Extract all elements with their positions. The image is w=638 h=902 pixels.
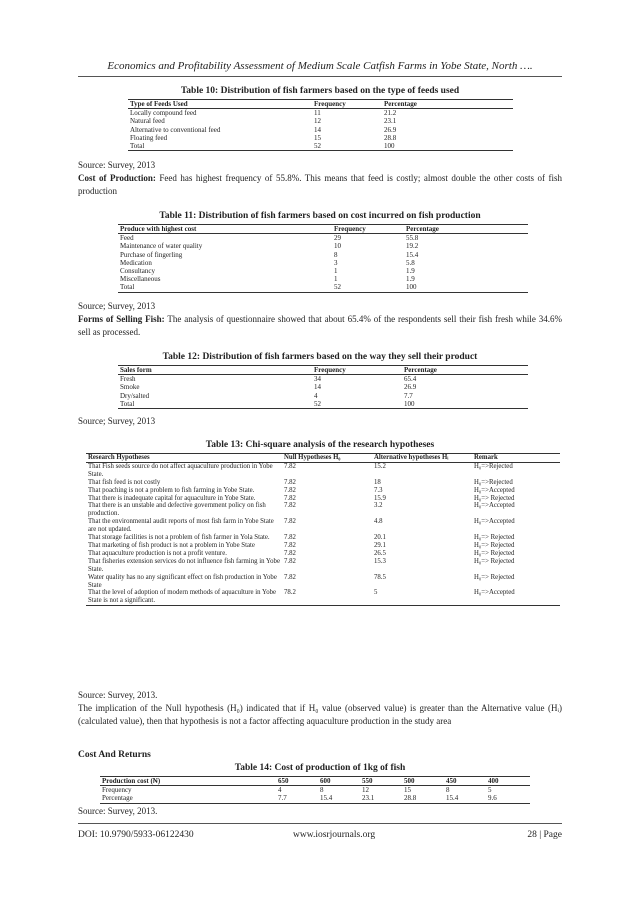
table13-header: Null Hypotheses H₀ [282,454,372,463]
running-header: Economics and Profitability Assessment of Medium Scale Catfish Farms in Yobe State, North …. [107,60,533,72]
table12-header: Percentage [402,366,528,375]
table10-caption: Table 10: Distribution of fish farmers based on the type of feeds used [180,86,460,96]
table11-header: Frequency [332,225,404,234]
table14-header: 400 [486,777,530,786]
table11-header: Percentage [404,225,528,234]
table14-header: 600 [318,777,360,786]
table-row: Purchase of fingerling 8 15.4 [120,250,419,259]
table10-source: Source: Survey, 2013 [78,160,156,170]
table-row: Locally compound feed 11 21.2 [130,109,397,118]
table-row: Total 52 100 [118,400,528,409]
table14-header: 450 [444,777,486,786]
table14-source: Source: Survey, 2013. [78,806,158,816]
table10-header: Percentage [382,100,513,109]
table-row: Dry/salted 4 7.7 [120,391,413,400]
table12-caption: Table 12: Distribution of fish farmers based on the way they sell their product [162,352,478,362]
table13-header: Alternative hypotheses Hᵢ [372,454,472,463]
table-row: Consultancy 1 1.9 [120,267,415,276]
table14-header: 650 [276,777,318,786]
table-row: That marketing of fish product is not a problem in Yobe State 7.82 29.1 H₀=> Rejected [88,541,515,549]
table-row: Percentage 7.7 15.4 23.1 28.8 15.4 9.6 [100,794,530,803]
table14-header: 500 [402,777,444,786]
table-row: Feed 29 55.8 [120,234,419,243]
table-row: That fish feed is not costly 7.82 18 H₀=>Rejected [88,478,513,486]
table-row: That the level of adoption of modern methods of aquaculture in Yobe State is not a significant. 78.2 5 H₀=>Accepted [86,589,560,605]
footer-rule [78,823,562,824]
table-row: Miscellaneous 1 1.9 [120,275,415,284]
table-row: That there is an unstable and defective government policy on fish production. 7.82 3.2 H₀=>Accepted [88,502,515,518]
table12-header: Sales form [118,366,312,375]
table-row: Floating feed 15 28.8 [130,133,397,142]
table-row: Total 52 100 [118,283,528,292]
table-row: That the environmental audit reports of most fish farm in Yobe State are not updated. 7.82 4.8 H₀=>Accepted [88,518,515,534]
table-row: That storage facilities is not a problem of fish farmer in Yola State. 7.82 20.1 H₀=> Rejected [88,534,515,542]
table-row: Medication 3 5.8 [120,258,415,267]
table12-source: Source; Survey, 2013 [78,416,156,426]
footer-page-number: 28 | Page [527,830,562,840]
table-row: That fisheries extension services do not influence fish farming in Yobe State. 7.82 15.3 H₀=> Rejected [88,557,515,573]
table14-header: 550 [360,777,402,786]
table14 [100,776,530,804]
table13 [86,453,560,606]
table11-source: Source; Survey, 2013 [78,301,156,311]
table11-header: Produce with highest cost [118,225,332,234]
table-row: Frequency 4 8 12 15 8 5 [102,786,492,795]
table13-caption: Table 13: Chi-square analysis of the research hypotheses [205,440,435,450]
forms-of-selling-paragraph: Forms of Selling Fish: The analysis of questionnaire showed that about 65.4% of the respondents sell their fish fresh while 34.6% sell as processed. [78,314,563,337]
header-rule [78,76,562,77]
table-row: Total 52 100 [128,142,513,151]
section-heading: Cost And Returns [78,750,151,760]
table11 [118,224,528,293]
footer-doi: DOI: 10.9790/5933-06122430 [78,830,194,840]
table-row: Fresh 34 65.4 [120,375,417,384]
table13-header: Remark [472,454,560,463]
table10-header: Type of Feeds Used [128,100,312,109]
table-row: Alternative to conventional feed 14 26.9 [130,125,397,134]
table10-header: Frequency [312,100,382,109]
table10 [128,99,513,151]
table-row: That poaching is not a problem to fish farming in Yobe State. 7.82 7.3 H₀=>Accepted [88,486,515,494]
table12-header: Frequency [312,366,402,375]
table-row: Maintenance of water quality 10 19.2 [120,242,419,251]
cost-of-production-paragraph: Cost of Production: Feed has highest frequency of 55.8%. This means that feed is costly; almost double the other costs of fish production [78,173,562,196]
table13-header: Research Hypotheses [86,454,282,463]
table-row: Smoke 14 26.9 [120,383,417,392]
table-row: Water quality has no any significant effect on fish production in Yobe State 7.82 78.5 H₀=> Rejected [88,573,515,589]
table11-caption: Table 11: Distribution of fish farmers based on cost incurred on fish production [159,211,481,221]
table14-header: Production cost (₦) [100,777,276,786]
table-row: That there is inadequate capital for aquaculture in Yobe State. 7.82 15.9 H₀=> Rejected [88,494,515,502]
null-hypothesis-paragraph: The implication of the Null hypothesis (H₀) indicated that if H₀ value (observed value) is greater than the Alternative value (Hᵢ) (calculated value), then that hypothesis is not a factor affecting aquaculture production in the study area [78,703,562,726]
table14-caption: Table 14: Cost of production of 1kg of fish [234,763,406,773]
footer-site: www.iosrjournals.org [293,830,376,840]
table12 [118,365,528,409]
table-row: That Fish seeds source do not affect aquaculture production in Yobe State. 7.82 15.2 H₀=>Rejected [88,462,513,478]
table-row: Natural feed 12 23.1 [130,117,397,126]
table-row: That aquaculture production is not a profit venture. 7.82 26.5 H₀=> Rejected [88,549,515,557]
table13-source: Source: Survey, 2013. [78,690,158,700]
